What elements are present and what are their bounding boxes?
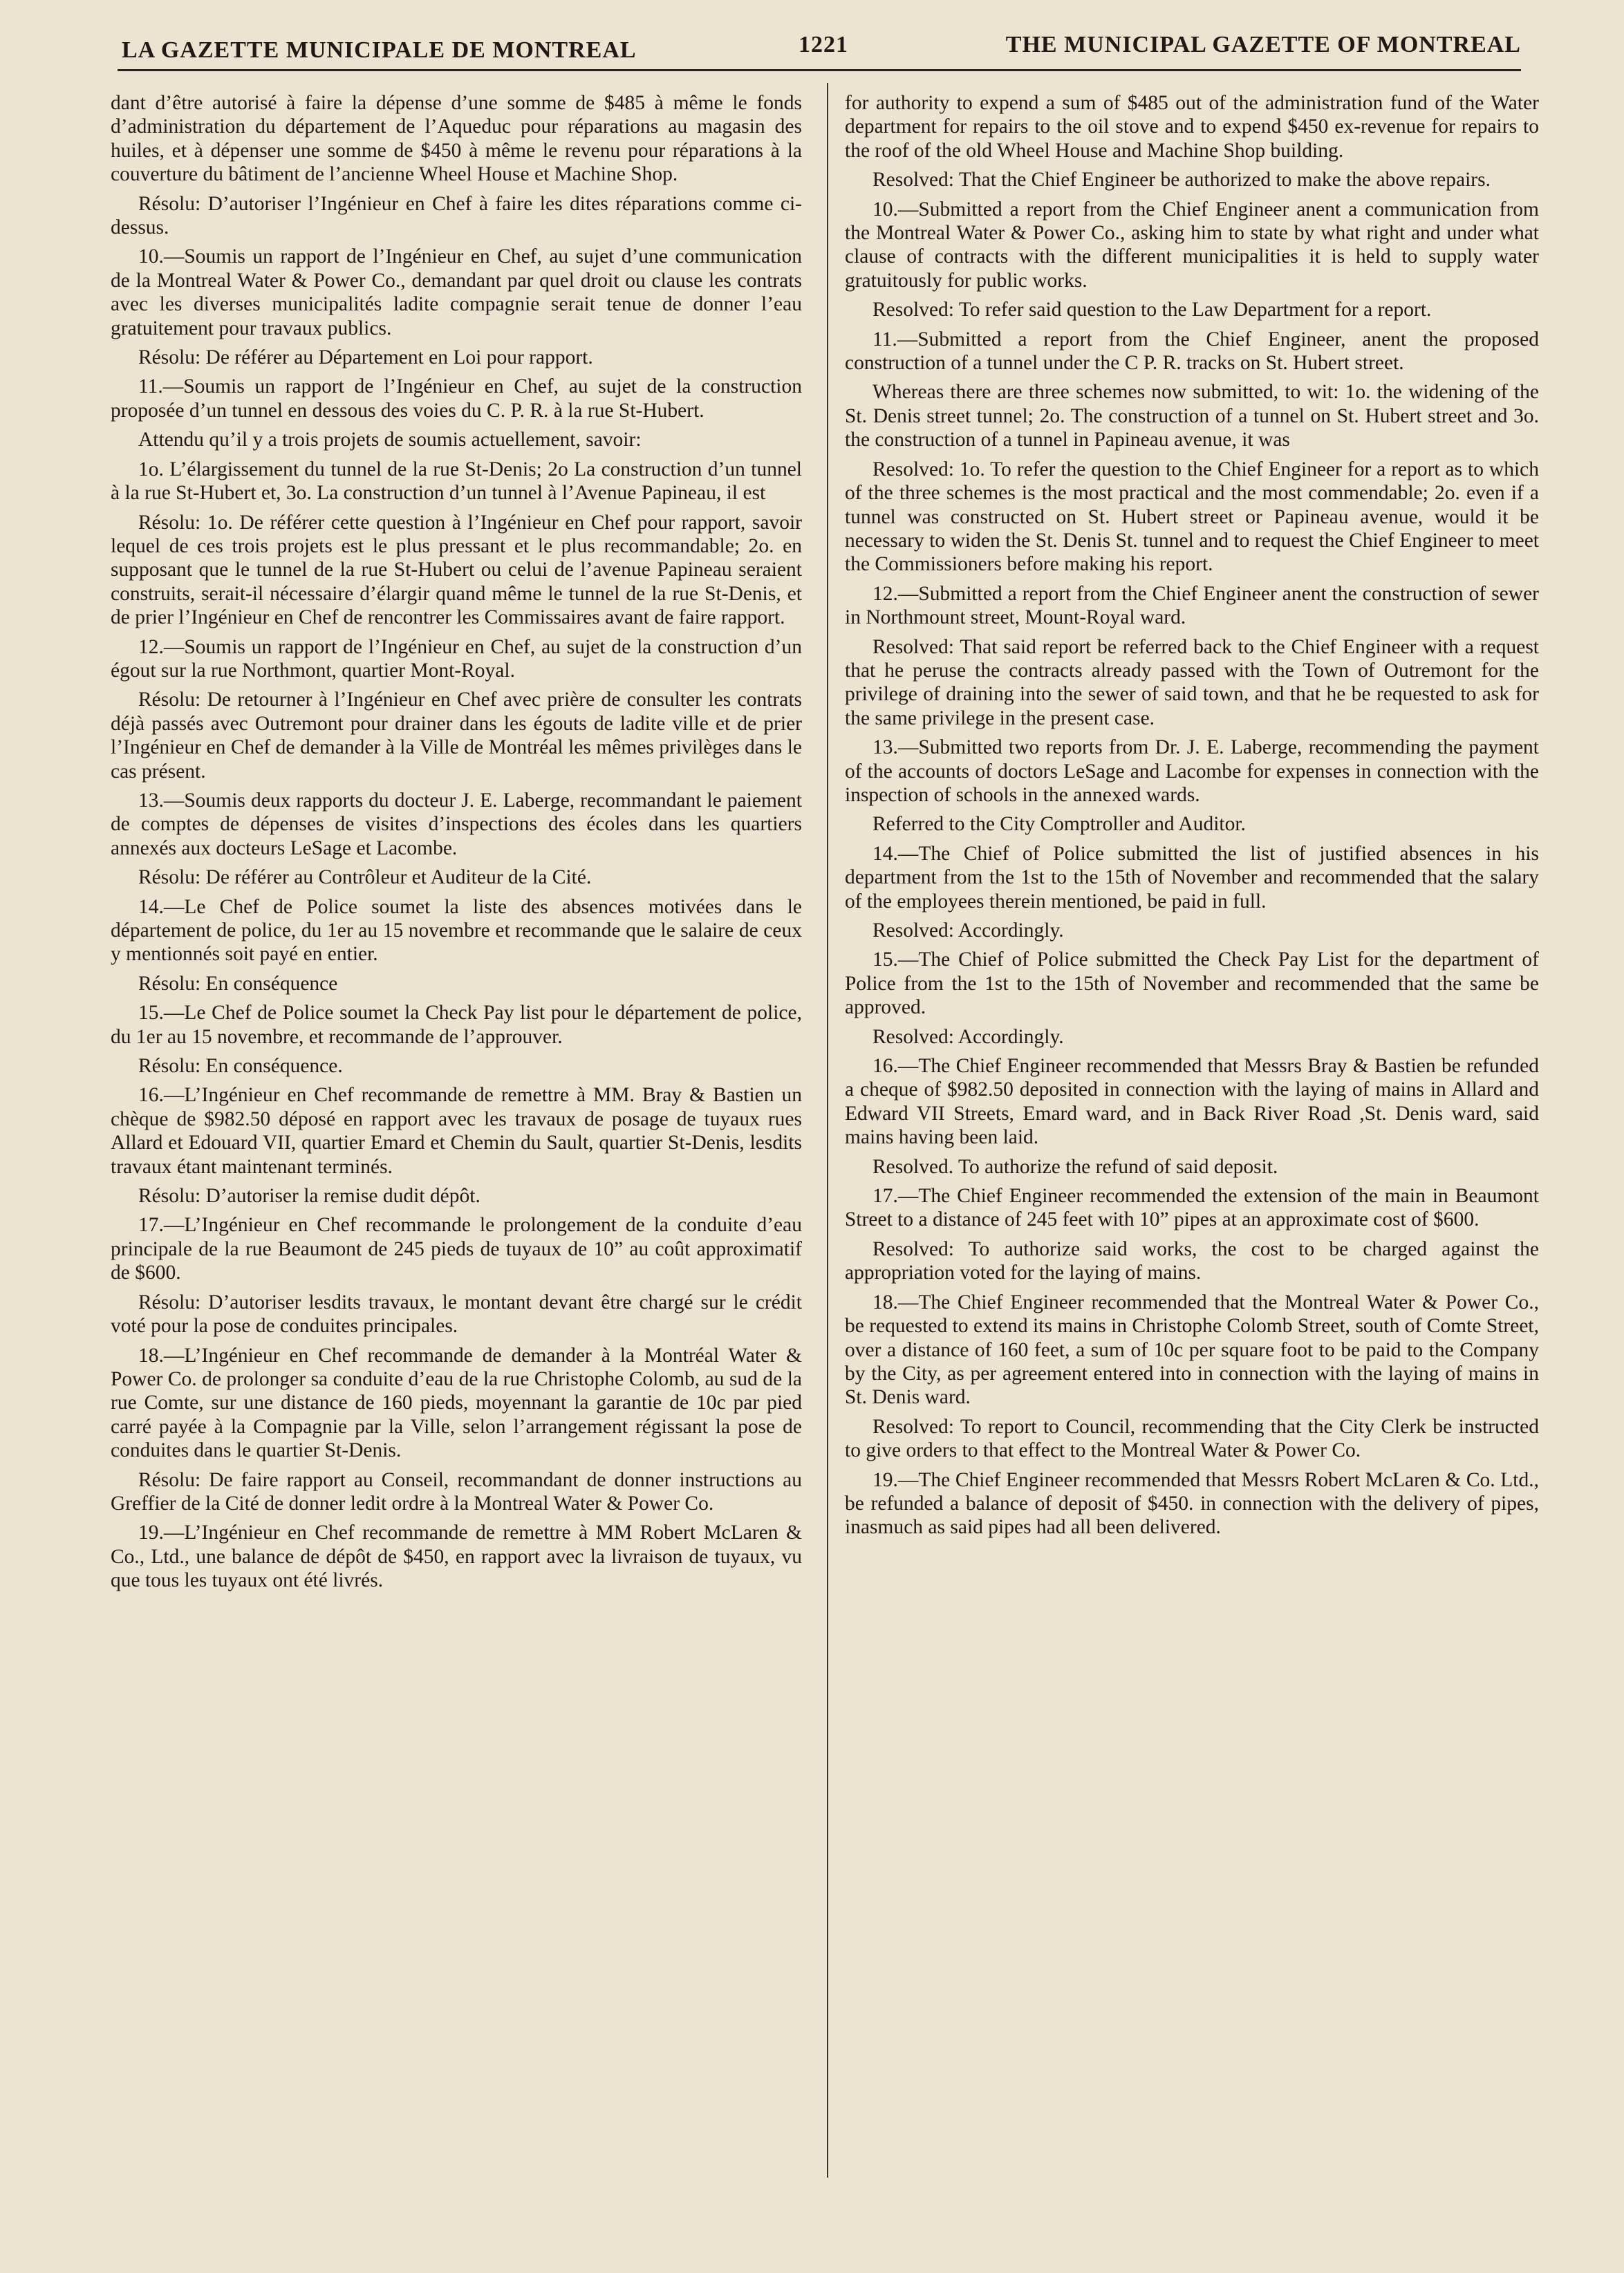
french-paragraph: Résolu: D’autoriser l’Ingénieur en Chef à faire les dites réparations comme ci-dessus. [111,192,802,239]
french-paragraph: 17.—L’Ingénieur en Chef recommande le prolongement de la conduite d’eau principale de la rue Beaumont de 245 pieds de tuyaux de 10” au coût approximatif de $600. [111,1214,802,1284]
french-paragraph: Résolu: D’autoriser la remise dudit dépôt. [138,1185,480,1208]
english-paragraph: Resolved: That said report be referred back to the Chief Engineer with a request that he peruse the contracts already passed with the Town of Outremont for the privilege of draining into the sewer of said town, and that he be requested to ask for the same privilege in the present case. [845,635,1539,729]
header-rule [118,69,1521,71]
french-paragraph: Résolu: De référer au Département en Loi pour rapport. [138,346,593,369]
french-paragraph: 11.—Soumis un rapport de l’Ingénieur en Chef, au sujet de la construction proposée d’un tunnel en dessous des voies du C. P. R. à la rue St-Hubert. [111,375,802,422]
english-paragraph: for authority to expend a sum of $485 out of the administration fund of the Water department for repairs to the oil stove and to expend $450 ex-revenue for repairs to the roof of the old Wheel House and Machine Shop building. [845,92,1539,162]
english-paragraph: 11.—Submitted a report from the Chief Engineer, anent the proposed construction of a tunnel under the C P. R. tracks on St. Hubert street. [845,328,1539,375]
english-column [845,91,1539,1545]
english-paragraph: 15.—The Chief of Police submitted the Check Pay List for the department of Police from the 1st to the 15th of November and recommended that the same be approved. [845,948,1539,1019]
english-paragraph: 12.—Submitted a report from the Chief Engineer anent the construction of sewer in Northmount street, Mount-Royal ward. [845,582,1539,629]
english-paragraph: Resolved: Accordingly. [872,1025,1064,1048]
french-paragraph: Attendu qu’il y a trois projets de soumis actuellement, savoir: [138,429,642,451]
french-paragraph: 18.—L’Ingénieur en Chef recommande de demander à la Montréal Water & Power Co. de prolonger sa conduite d’eau de la rue Christophe Colomb, au sud de la rue Comte, sur une distance de 160 pieds, moyennant la garantie de 10c par pied carré payée à la Compagnie par la Ville, selon l’arrangement régissant la pose de conduites dans le quartier St-Denis. [111,1344,802,1462]
french-paragraph: 12.—Soumis un rapport de l’Ingénieur en Chef, au sujet de la construction d’un égout sur la rue Northmont, quartier Mont-Royal. [111,635,802,682]
english-paragraph: Resolved: Accordingly. [872,919,1064,942]
header-title-french: LA GAZETTE MUNICIPALE DE MONTREAL [122,37,637,63]
english-paragraph: Resolved: To authorize said works, the cost to be charged against the appropriation voted for the laying of mains. [845,1237,1539,1284]
english-paragraph: Referred to the City Comptroller and Auditor. [872,813,1246,836]
english-paragraph: Resolved: 1o. To refer the question to the Chief Engineer for a report as to which of the three schemes is the most practical and the most commendable; 2o. even if a tunnel was constructed on St. Hubert street or Papineau avenue, would it be necessary to widen the St. Denis St. tunnel and to request the Chief Engineer to meet the Commissioners before making his report. [845,458,1539,576]
french-paragraph: 13.—Soumis deux rapports du docteur J. E. Laberge, recommandant le paiement de comptes de dépenses de visites d’inspections des écoles dans les quartiers annexés aux docteurs LeSage et Lacombe. [111,789,802,859]
header-title-english: THE MUNICIPAL GAZETTE OF MONTREAL [1005,32,1521,57]
french-paragraph: dant d’être autorisé à faire la dépense d’une somme de $485 à même le fonds d’administration du département de l’Aqueduc pour réparations au magasin des huiles, et à dépenser une somme de $450 à même le revenu pour réparations à la couverture du bâtiment de l’ancienne Wheel House et Machine Shop. [111,92,802,186]
column-divider [827,83,828,2178]
french-paragraph: 19.—L’Ingénieur en Chef recommande de remettre à MM Robert McLaren & Co., Ltd., une balance de dépôt de $450, en rapport avec la livraison de tuyaux, vu que tous les tuyaux ont été livrés. [111,1522,802,1592]
english-paragraph: 17.—The Chief Engineer recommended the extension of the main in Beaumont Street to a distance of 245 feet with 10” pipes at an approximate cost of $600. [845,1185,1539,1231]
english-paragraph: 19.—The Chief Engineer recommended that Messrs Robert McLaren & Co. Ltd., be refunded a balance of deposit of $450. in connection with the delivery of pipes, inasmuch as said pipes had all been delivered. [845,1468,1539,1539]
french-paragraph: Résolu: 1o. De référer cette question à l’Ingénieur en Chef pour rapport, savoir lequel de ces trois projets est le plus pressant et le plus recommandable; 2o. en supposant que le tunnel de la rue St-Hubert ou celui de l’avenue Papineau seraient construits, serait-il nécessaire d’élargir quand même le tunnel de la rue St-Denis, et de prier l’Ingénieur en Chef de rencontrer les Commissaires avant de faire rapport. [111,511,802,629]
french-column [111,91,802,1598]
english-paragraph: 10.—Submitted a report from the Chief Engineer anent a communication from the Montreal Water & Power Co., asking him to state by what right and under what clause of contracts with the different municipalities it is held to supply water gratuitously for public works. [845,198,1539,292]
french-paragraph: Résolu: D’autoriser lesdits travaux, le montant devant être chargé sur le crédit voté pour la pose de conduites principales. [111,1291,802,1338]
english-paragraph: 18.—The Chief Engineer recommended that the Montreal Water & Power Co., be requested to extend its mains in Christophe Colomb Street, south of Comte Street, over a distance of 160 feet, a sum of 10c per square foot to be paid to the Company by the City, as per agreement entered into in connection with the laying of mains in St. Denis ward. [845,1291,1539,1409]
page-number: 1221 [799,32,848,57]
english-paragraph: Resolved: That the Chief Engineer be authorized to make the above repairs. [872,169,1491,191]
english-paragraph: Resolved: To report to Council, recommending that the City Clerk be instructed to give orders to that effect to the Montreal Water & Power Co. [845,1415,1539,1462]
french-paragraph: 16.—L’Ingénieur en Chef recommande de remettre à MM. Bray & Bastien un chèque de $982.50 déposé en rapport avec les travaux de posage de tuyaux rues Allard et Edouard VII, quartier Emard et Chemin du Sault, quartier St-Denis, lesdits travaux étant maintenant terminés. [111,1084,802,1178]
french-paragraph: Résolu: En conséquence. [138,1055,343,1078]
french-paragraph: 10.—Soumis un rapport de l’Ingénieur en Chef, au sujet d’une communication de la Montreal Water & Power Co., demandant par quel droit ou clause les contrats avec les diverses municipalités ladite compagnie serait tenue de donner l’eau gratuitement pour travaux publics. [111,245,802,339]
french-paragraph: Résolu: De retourner à l’Ingénieur en Chef avec prière de consulter les contrats déjà passés avec Outremont pour drainer dans les égouts de ladite ville et de prier l’Ingénieur en Chef de demander à la Ville de Montréal les mêmes privilèges dans le cas présent. [111,689,802,783]
french-paragraph: Résolu: En conséquence [138,972,338,995]
english-paragraph: Resolved. To authorize the refund of said deposit. [872,1155,1278,1178]
english-paragraph: 16.—The Chief Engineer recommended that Messrs Bray & Bastien be refunded a cheque of $982.50 deposited in connection with the laying of mains in Allard and Edward VII Streets, Emard ward, and in Back River Road ,St. Denis ward, said mains having been laid. [845,1055,1539,1149]
english-paragraph: Whereas there are three schemes now submitted, to wit: 1o. the widening of the St. Denis street tunnel; 2o. The construction of a tunnel on St. Hubert street and 3o. the construction of a tunnel in Papineau avenue, it was [845,381,1539,451]
english-paragraph: Resolved: To refer said question to the Law Department for a report. [872,299,1432,321]
french-paragraph: Résolu: De faire rapport au Conseil, recommandant de donner instructions au Greffier de la Cité de donner ledit ordre à la Montreal Water & Power Co. [111,1468,802,1515]
english-paragraph: 13.—Submitted two reports from Dr. J. E. Laberge, recommending the payment of the accounts of doctors LeSage and Lacombe for expenses in connection with the inspection of schools in the annexed wards. [845,736,1539,806]
french-paragraph: Résolu: De référer au Contrôleur et Auditeur de la Cité. [138,866,592,889]
french-paragraph: 14.—Le Chef de Police soumet la liste des absences motivées dans le département de police, du 1er au 15 novembre et recommande que le salaire de ceux y mentionnés soit payé en entier. [111,895,802,966]
english-paragraph: 14.—The Chief of Police submitted the list of justified absences in his department from the 1st to the 15th of November and recommended that the salary of the employees therein mentioned, be paid in full. [845,842,1539,913]
french-paragraph: 1o. L’élargissement du tunnel de la rue St-Denis; 2o La construction d’un tunnel à la rue St-Hubert et, 3o. La construction d’un tunnel à l’Avenue Papineau, il est [111,458,802,505]
french-paragraph: 15.—Le Chef de Police soumet la Check Pay list pour le département de police, du 1er au 15 novembre, et recommande de l’approuver. [111,1002,802,1048]
